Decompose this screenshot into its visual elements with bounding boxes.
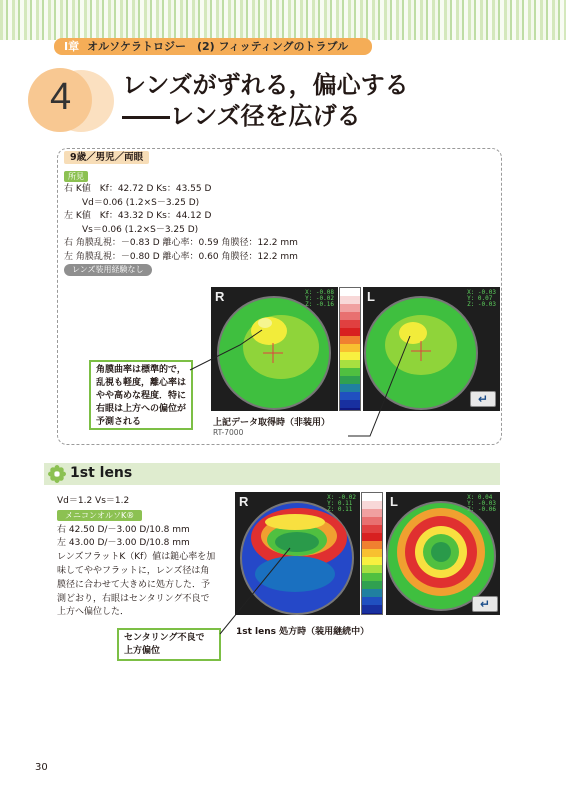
caption-lens: 1st lens 処方時（装用継続中） [236,627,370,637]
page-number: 30 [35,762,48,773]
chapter-number: I章 [64,40,80,53]
title-line-2: ――レンズ径を広げる [122,102,361,130]
vision-line: Vd＝1.2 Vs＝1.2 [57,496,130,506]
finding-line: Vd＝0.06 (1.2×S－3.25 D) [64,197,200,208]
right-spec: 右 42.50 D/－3.00 D/10.8 mm [57,524,190,535]
brand-tag: メニコンオルソK® [57,510,142,521]
case-tag: 9歳／男児／両眼 [64,151,149,164]
desc-line: 膜径に合わせて大きめに処方した．予 [57,579,211,590]
desc-line: 上方へ偏位した． [57,607,130,618]
coordinate-readout: X: -0.03 Y: 0.07 Z: -0.03 [467,289,496,308]
return-icon[interactable]: ↵ [472,596,498,612]
left-eye-label: L [390,494,398,509]
lens-section-title: 1st lens [70,465,133,481]
caption-before: 上記データ取得時（非装用） [213,418,331,428]
finding-line: 左 角膜乱視：－0.80 D 離心率：0.60 角膜径：12.2 mm [64,251,298,262]
finding-line: 左 K値 Kf：43.32 D Ks：44.12 D [64,211,212,221]
section-number: 4 [50,76,72,118]
return-icon[interactable]: ↵ [470,391,496,407]
coordinate-readout: X: -0.02 Y: 0.11 Z: 0.11 [327,494,356,513]
title-line-1: レンズがずれる，偏心する [122,71,409,99]
device-name: RT-7000 [213,428,244,437]
callout-text: 角膜曲率は標準的で，乱視も軽度，離心率はやや高めな程度．特に右眼は上方への偏位が予測される [96,365,187,427]
finding-line: 右 K値 Kf：42.72 D Ks：43.55 D [64,184,212,194]
desc-line: 味してややフラットに，レンズ径は角 [57,565,210,576]
left-eye-label: L [367,289,375,304]
coordinate-readout: X: -0.08 Y: -0.02 Z: -0.16 [305,289,334,308]
chapter-title: オルソケラトロジー (2) フィッティングのトラブル [87,40,349,53]
right-eye-label: R [215,289,225,304]
callout-line: 上方偏位 [124,646,161,656]
coordinate-readout: X: 0.04 Y: -0.03 Z: -0.06 [467,494,496,513]
desc-line: 測どおり，右眼はセンタリング不良で [57,593,210,604]
desc-line: レンズフラットK（Kf）値は鎚心率を加 [57,552,216,563]
finding-line: 右 角膜乱視：－0.83 D 離心率：0.59 角膜径：12.2 mm [64,238,298,248]
right-eye-label: R [239,494,249,509]
finding-line: Vs＝0.06 (1.2×S－3.25 D) [64,224,199,235]
findings-tag: 所見 [64,171,88,182]
left-spec: 左 43.00 D/－3.00 D/10.8 mm [57,538,190,549]
callout-line: センタリング不良で [124,633,205,643]
no-lens-tag: レンズ装用経験なし [64,264,152,276]
